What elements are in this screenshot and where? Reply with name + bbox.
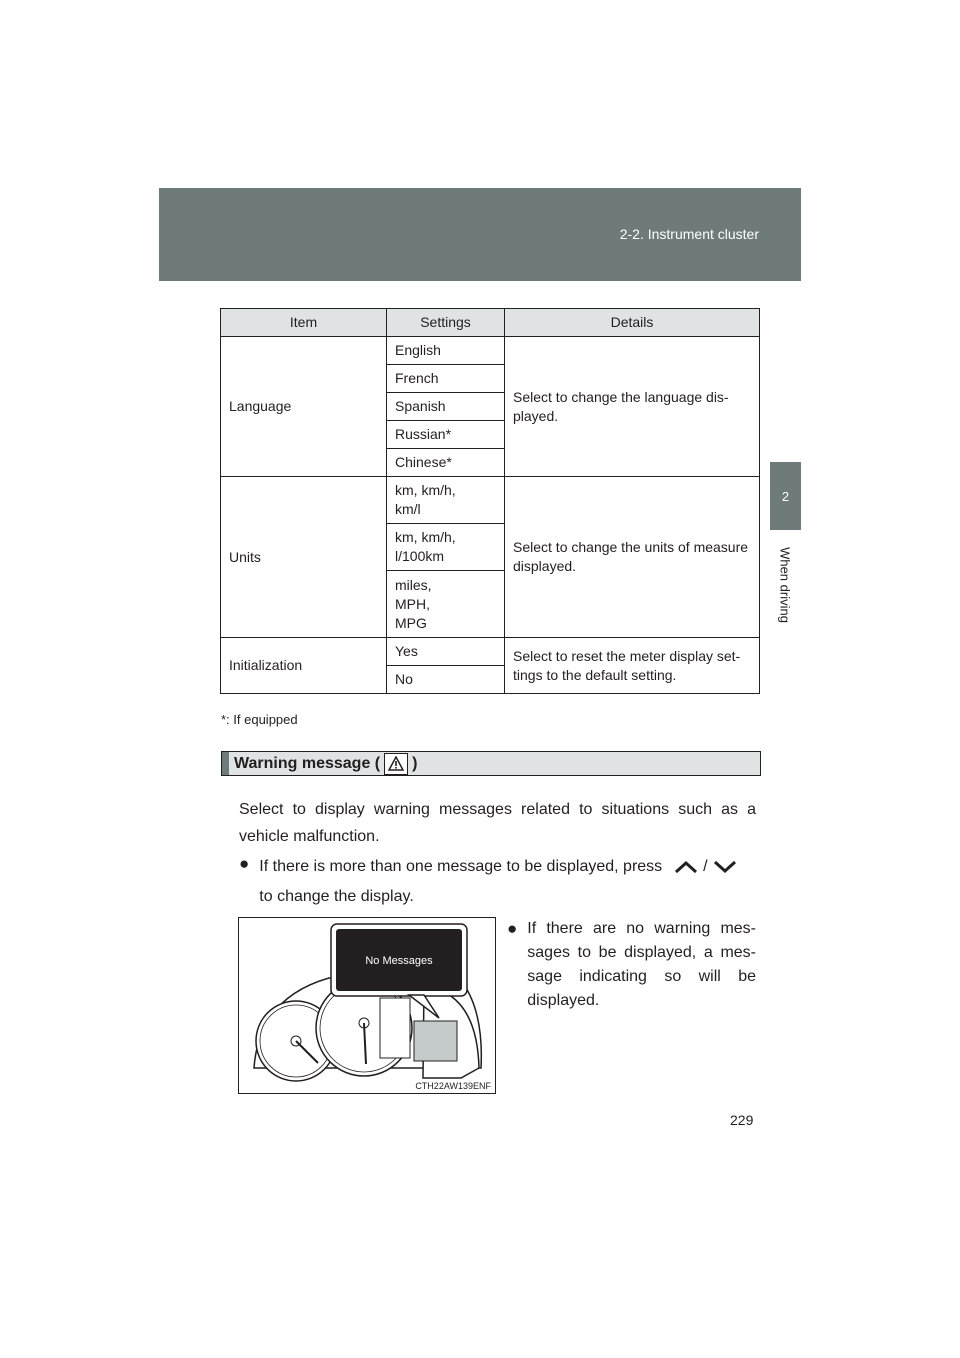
chevron-down-icon bbox=[712, 860, 738, 874]
setting-units-metric-l100: km, km/h, l/100km bbox=[387, 524, 505, 571]
chapter-tab bbox=[770, 462, 801, 530]
bullet1-text-before: If there is more than one message to be displayed, press bbox=[259, 858, 663, 875]
item-language: Language bbox=[221, 337, 387, 477]
setting-russian: Russian* bbox=[387, 421, 505, 449]
footnote: *: If equipped bbox=[221, 712, 298, 727]
paragraph: Select to display warning messages related to situations such as a vehicle malfunction. bbox=[239, 801, 756, 845]
details-units bbox=[505, 477, 760, 638]
section-heading bbox=[221, 751, 761, 776]
setting-spanish: Spanish bbox=[387, 393, 505, 421]
setting-no: No bbox=[387, 666, 505, 694]
setting-units-imperial: miles, MPH, MPG bbox=[387, 571, 505, 638]
table-header-row bbox=[221, 309, 760, 337]
chapter-label: When driving bbox=[777, 547, 793, 623]
item-initialization: Initialization bbox=[221, 638, 387, 694]
table-row bbox=[221, 477, 760, 524]
bullet1-separator: / bbox=[703, 858, 708, 875]
display-message: No Messages bbox=[365, 955, 433, 967]
instrument-cluster-illustration bbox=[238, 917, 496, 1094]
bullet-multiple-messages bbox=[239, 852, 757, 912]
heading-suffix: ) bbox=[412, 754, 418, 772]
details-initialization bbox=[505, 638, 760, 694]
details-initialization-text: Select to reset the meter display set- tings to the default setting. bbox=[513, 647, 741, 683]
bullet2-text: If there are no warning mes-sages to be displayed, a mes-sage indicating so will be displayed. bbox=[527, 920, 756, 1009]
details-language-text: Select to change the language dis- played. bbox=[513, 388, 729, 424]
bullet1-text-after: to change the display. bbox=[259, 888, 414, 905]
heading-bar bbox=[222, 752, 229, 775]
heading-prefix: Warning message ( bbox=[234, 754, 381, 772]
details-units-text: Select to change the units of measure displayed. bbox=[513, 539, 749, 574]
chevron-up-icon bbox=[673, 860, 699, 874]
header-details: Details bbox=[505, 309, 760, 337]
setting-french: French bbox=[387, 365, 505, 393]
illustration-caption: CTH22AW139ENF bbox=[415, 1081, 491, 1091]
setting-yes: Yes bbox=[387, 638, 505, 666]
warning-triangle-icon bbox=[384, 753, 408, 775]
bullet-body bbox=[259, 852, 738, 912]
chapter-number: 2 bbox=[781, 488, 790, 504]
setting-chinese: Chinese* bbox=[387, 449, 505, 477]
setting-english: English bbox=[387, 337, 505, 365]
table-row bbox=[221, 638, 760, 666]
bullet-no-messages bbox=[507, 917, 756, 1013]
bullet-dot: ● bbox=[239, 854, 250, 873]
section-title: 2-2. Instrument cluster bbox=[619, 226, 759, 242]
details-language bbox=[505, 337, 760, 477]
setting-units-metric-kml: km, km/h, km/l bbox=[387, 477, 505, 524]
header-item: Item bbox=[221, 309, 387, 337]
page-number: 229 bbox=[730, 1112, 754, 1128]
table-row bbox=[221, 337, 760, 365]
item-units: Units bbox=[221, 477, 387, 638]
settings-table bbox=[220, 308, 760, 694]
cluster-drawing bbox=[239, 918, 495, 1093]
bullet-dot: ● bbox=[507, 919, 518, 938]
header-settings: Settings bbox=[387, 309, 505, 337]
header-band bbox=[159, 188, 801, 281]
